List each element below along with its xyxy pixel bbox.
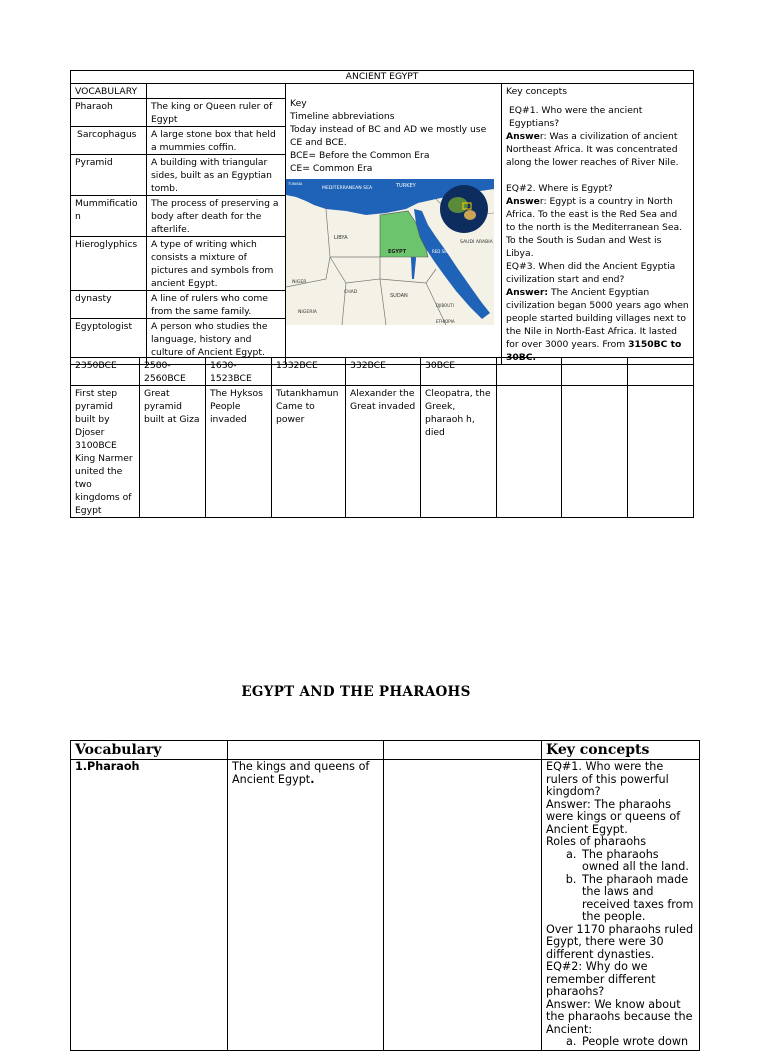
map-label-sea: MEDITERRANEAN SEA (322, 186, 373, 191)
vocab-def: The king or Queen ruler of Egypt (147, 99, 286, 127)
timeline-date: 2350BCE (71, 358, 140, 386)
timeline-date (562, 358, 628, 386)
roles-list (546, 849, 695, 924)
key-concepts-cell (502, 84, 694, 365)
vocab-term: Mummificatio n (71, 196, 147, 237)
timeline-date: 1630-1523BCE (206, 358, 272, 386)
map-label-sudan: SUDAN (390, 293, 408, 299)
pharaoh-concepts (542, 760, 700, 1051)
vocab-def: A large stone box that held a mummies coffin. (147, 127, 286, 155)
key-label: Key (290, 98, 307, 109)
vocab-header-blank (147, 84, 286, 99)
pharaohs-table (70, 740, 700, 1051)
blank-cell (384, 760, 542, 1051)
map-label-ethiopia: ETHIOPIA (436, 319, 455, 324)
answer2: Answer: Egypt is a country in North Africa. To the east is the Red Sea and to the north is the Mediterranean Sea. (506, 196, 683, 233)
eq2: EQ#2: Why do we remember different pharaohs? (546, 960, 656, 998)
timeline-event: Tutankhamun Came to power (272, 386, 346, 518)
timeline-dates-row (71, 358, 694, 386)
key-ce: CE= Common Era (290, 163, 373, 174)
vocab-term: Hieroglyphics (71, 237, 147, 291)
timeline-events-row (71, 386, 694, 518)
timeline-date (497, 358, 562, 386)
table-title: ANCIENT EGYPT (71, 71, 694, 84)
key-concepts-header: Key concepts (542, 741, 700, 760)
answer1: Answer: The pharaohs were kings or queens of Ancient Egypt. (546, 797, 681, 836)
timeline-event: Cleopatra, the Greek, pharaoh h, died (421, 386, 497, 518)
eq1: EQ#1. Who were the rulers of this powerful kingdom? (546, 760, 669, 798)
map-label-djibouti: DJIBOUTI (436, 303, 454, 308)
list-item: b. The pharaoh made the laws and received taxes from the people. (580, 874, 695, 924)
ancient-egypt-table (70, 70, 694, 365)
timeline-date: 30BCE (421, 358, 497, 386)
vocab-term: Pyramid (71, 155, 147, 196)
key-cell (286, 84, 502, 365)
timeline-date: 332BCE (346, 358, 421, 386)
list-item: a. People wrote down (580, 1036, 695, 1049)
eq2: EQ#2. Where is Egypt? (506, 183, 613, 194)
timeline-event: Great pyramid built at Giza (140, 386, 206, 518)
vocab-term: dynasty (71, 291, 147, 319)
key-today: Today instead of BC and AD we mostly use CE and BCE. (290, 124, 487, 148)
map-label-red-sea: RED SEA (432, 249, 450, 254)
timeline-event: The Hyksos People invaded (206, 386, 272, 518)
reasons-list (546, 1036, 695, 1049)
map-label-niger: NIGER (292, 280, 307, 285)
roles-label: Roles of pharaohs (546, 835, 647, 848)
timeline-date: 1332BCE (272, 358, 346, 386)
header-blank (228, 741, 384, 760)
timeline-event (562, 386, 628, 518)
answer2-more: To the South is Sudan and West is Libya. (506, 235, 662, 259)
vocab-def: A person who studies the language, history and culture of Ancient Egypt. (147, 319, 286, 365)
vocab-header: VOCABULARY (71, 84, 147, 99)
map-label-saudi: SAUDI ARABIA (460, 240, 493, 245)
map-graphic (286, 179, 494, 325)
key-bce: BCE= Before the Common Era (290, 150, 430, 161)
answer3: Answer: The Ancient Egyptian civilization began 5000 years ago when people started building villages next to the Nile in North-East Africa. It lasted for over 3000 years. From 3150BC to 30BC. (506, 287, 689, 363)
vocab-term: Pharaoh (71, 99, 147, 127)
map-label-chad: CHAD (344, 290, 358, 295)
timeline-date: 2580-2560BCE (140, 358, 206, 386)
answer2: Answer: We know about the pharaohs because the Ancient: (546, 997, 693, 1036)
vocab-def: A building with triangular sides, built as an Egyptian tomb. (147, 155, 286, 196)
pharaoh-term: 1.Pharaoh (71, 760, 228, 1051)
concepts-header: Key concepts (506, 86, 567, 97)
section-heading: EGYPT AND THE PHARAOHS (241, 684, 471, 700)
timeline-event: First step pyramid built by Djoser 3100BCE King Narmer united the two kingdoms of Egypt (71, 386, 140, 518)
timeline-event: Alexander the Great invaded (346, 386, 421, 518)
map-label-tunisia: TUNISIA (288, 182, 303, 186)
over-text: Over 1170 pharaohs ruled Egypt, there were 30 different dynasties. (546, 922, 694, 961)
vocab-def: The process of preserving a body after death for the afterlife. (147, 196, 286, 237)
vocab-term: Egyptologist (71, 319, 147, 365)
vocab-term: Sarcophagus (71, 127, 147, 155)
egypt-map (286, 179, 494, 325)
answer1: Answer: Was a civilization of ancient Northeast Africa. It was concentrated along the lower reaches of River Nile. (506, 131, 679, 168)
map-label-egypt: EGYPT (388, 249, 407, 255)
list-item: a. The pharaohs owned all the land. (580, 849, 695, 874)
header-blank (384, 741, 542, 760)
vocab-def: A line of rulers who come from the same family. (147, 291, 286, 319)
key-timeline: Timeline abbreviations (290, 111, 395, 122)
eq1: EQ#1. Who were the ancient Egyptians? (509, 105, 643, 129)
timeline-event (497, 386, 562, 518)
map-label-nigeria: NIGERIA (298, 310, 317, 315)
map-label-turkey: TURKEY (396, 183, 416, 189)
vocab-def: A type of writing which consists a mixture of pictures and symbols from ancient Egypt. (147, 237, 286, 291)
timeline-event (628, 386, 694, 518)
map-label-libya: LIBYA (334, 235, 348, 241)
vocabulary-header: Vocabulary (71, 741, 228, 760)
pharaoh-definition: The kings and queens of Ancient Egypt. (228, 760, 384, 1051)
eq3: EQ#3. When did the Ancient Egyptia civilization start and end? (506, 261, 676, 285)
timeline-date (628, 358, 694, 386)
timeline-table (70, 357, 694, 518)
